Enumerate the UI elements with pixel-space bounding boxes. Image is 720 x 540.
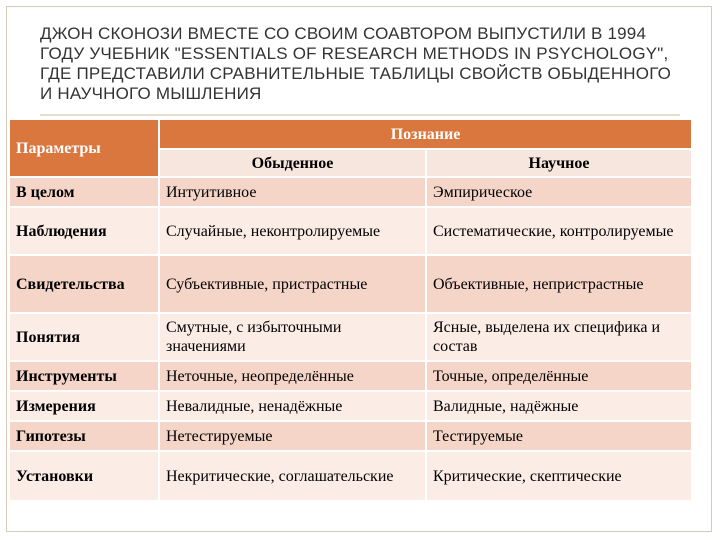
row-scientific: Систематические, контролируемые (426, 207, 692, 255)
row-scientific: Объективные, непристрастные (426, 255, 692, 313)
table-row (9, 421, 692, 451)
col-header-scientific: Научное (426, 149, 692, 177)
table-row (9, 361, 692, 391)
table-row (9, 177, 692, 207)
table-row (9, 391, 692, 421)
row-param: Наблюдения (9, 207, 159, 255)
param-header: Параметры (9, 119, 159, 177)
row-scientific: Тестируемые (426, 421, 692, 451)
row-ordinary: Смутные, с избыточными значениями (159, 313, 426, 361)
table-row (9, 313, 692, 361)
row-scientific: Точные, определённые (426, 361, 692, 391)
row-ordinary: Случайные, неконтролируемые (159, 207, 426, 255)
row-ordinary: Невалидные, ненадёжные (159, 391, 426, 421)
table-row (9, 451, 692, 501)
row-scientific: Валидные, надёжные (426, 391, 692, 421)
table-row (9, 207, 692, 255)
row-param: Свидетельства (9, 255, 159, 313)
row-param: В целом (9, 177, 159, 207)
group-header: Познание (159, 119, 692, 149)
row-ordinary: Субъективные, пристрастные (159, 255, 426, 313)
row-param: Понятия (9, 313, 159, 361)
row-param: Инструменты (9, 361, 159, 391)
row-param: Измерения (9, 391, 159, 421)
slide-title: ДЖОН СКОНОЗИ ВМЕСТЕ СО СВОИМ СОАВТОРОМ ВЫПУСТИЛИ В 1994 ГОДУ УЧЕБНИК "ESSENTIALS OF RESEARCH METHODS IN PSYCHOLOGY", ГДЕ ПРЕДСТАВИЛИ СРАВНИТЕЛЬНЫЕ ТАБЛИЦЫ СВОЙСТВ ОБЫДЕННОГО И НАУЧНОГО МЫШЛЕНИЯ (40, 24, 672, 103)
row-scientific: Эмпирическое (426, 177, 692, 207)
row-scientific: Ясные, выделена их специфика и состав (426, 313, 692, 361)
row-ordinary: Нетестируемые (159, 421, 426, 451)
table-row (9, 255, 692, 313)
row-param: Гипотезы (9, 421, 159, 451)
row-ordinary: Некритические, соглашательские (159, 451, 426, 501)
row-ordinary: Неточные, неопределённые (159, 361, 426, 391)
row-ordinary: Интуитивное (159, 177, 426, 207)
row-scientific: Критические, скептические (426, 451, 692, 501)
row-param: Установки (9, 451, 159, 501)
title-divider (40, 114, 680, 116)
col-header-ordinary: Обыденное (159, 149, 426, 177)
comparison-table (8, 118, 693, 502)
